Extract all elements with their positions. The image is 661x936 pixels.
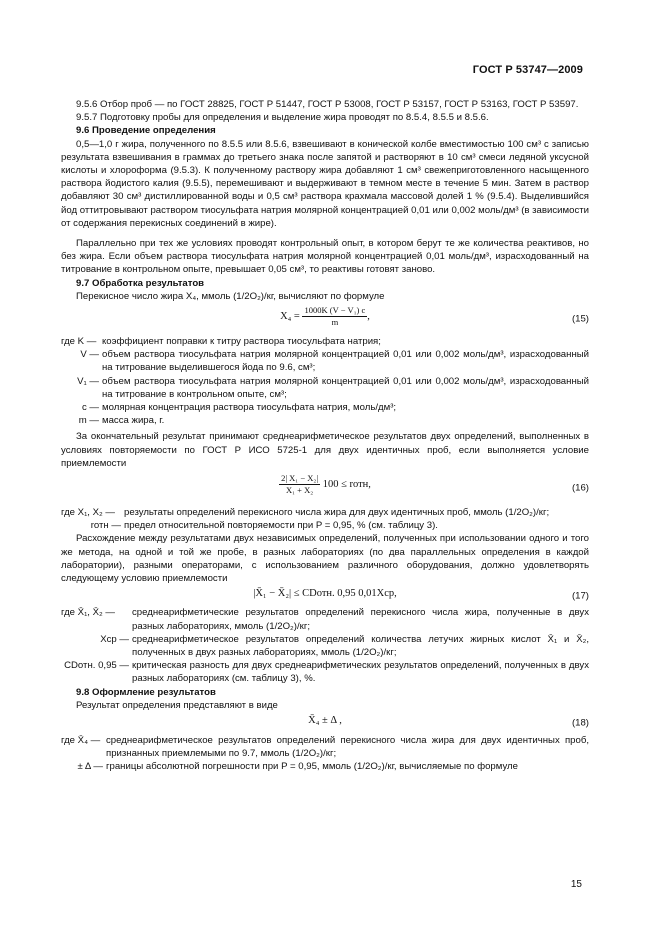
where-item: CDотн. 0,95 — критическая разность для двух среднеарифметических результатов определений, полученных в двух разных лабораториях (см. таблицу 3), %. <box>64 660 589 685</box>
para-9-7-intro: Перекисное число жира X₄, ммоль (1/2O₂)/кг, вычисляют по формуле <box>76 290 385 302</box>
where-item: где X̄₁, X̄₂ — среднеарифметические результатов определений перекисного числа жира, полученные в двух разных лабораториях, ммоль (1/2O₂)/кг; <box>61 607 589 632</box>
formula-15-tail: , <box>367 310 370 322</box>
para-9-8-intro: Результат определения представляют в виде <box>76 699 278 711</box>
formula-17-a: X̄₁ <box>255 588 267 600</box>
formula-16-denominator: X₁ + X₂ <box>285 485 314 496</box>
formula-17: |X̄₁ − X̄₂| ≤ CDотн. 0,95 0,01Xср, (17) <box>253 588 589 602</box>
standard-header: ГОСТ Р 53747—2009 <box>472 64 583 76</box>
para-9-5-6: 9.5.6 Отбор проб — по ГОСТ 28825, ГОСТ Р 51447, ГОСТ Р 53008, ГОСТ Р 53157, ГОСТ Р 53163, ГОСТ Р 53597. <box>76 99 579 110</box>
where-item: V — объем раствора тиосульфата натрия молярной концентрацией 0,01 или 0,002 моль/дм³, израсходованный на титрование выделившегося йода по 9.6, см³; <box>80 349 589 374</box>
para-9-7-final: За окончательный результат принимают среднеарифметическое результатов двух определений, выполненных в условиях повторяемости по ГОСТ Р ИСО 5725-1 для двух идентичных проб, если выполняется условие приемлемости <box>61 431 589 469</box>
where-item: Xср — среднеарифметическое результатов определений количества летучих жирных кислот X̄₁ и X̄₂, полученных в двух разных лабораториях, ммоль (1/2O₂)/кг; <box>100 633 589 658</box>
where-item: m — масса жира, г. <box>78 415 165 427</box>
formula-16 <box>61 473 589 503</box>
formula-15-fraction <box>302 305 367 328</box>
where-list-18 <box>61 734 589 774</box>
formula-16-tail: 100 ≤ rотн, <box>322 478 371 490</box>
para-9-6-control: Параллельно при тех же условиях проводят контрольный опыт, в котором берут те же количества реактивов, но без жира. Если объем раствора тиосульфата натрия молярной концентрацией 0,01 моль/дм³, израсходованный на титрование в контрольном опыте, превышает 0,05 см³, то реактивы готовят заново. <box>61 238 589 276</box>
heading-9-7: 9.7 Обработка результатов <box>76 277 205 289</box>
where-item: где K — коэффициент поправки к титру раствора тиосульфата натрия; <box>61 336 381 348</box>
formula-15 <box>61 305 589 333</box>
where-item: rотн — предел относительной повторяемости при P = 0,95, % (см. таблицу 3). <box>90 520 438 532</box>
body-text <box>61 98 589 774</box>
page-number: 15 <box>570 879 582 890</box>
formula-17-number: (17) <box>571 590 589 602</box>
where-item: c — молярная концентрация раствора тиосульфата натрия, моль/дм³; <box>81 402 397 414</box>
where-list-16 <box>61 506 589 532</box>
where-list-15 <box>61 335 589 427</box>
where-list-17 <box>61 606 589 685</box>
para-9-6-procedure: 0,5—1,0 г жира, полученного по 8.5.5 или 8.5.6, взвешивают в конической колбе вместимостью 100 см³ с записью результата взвешивания в граммах до третьего знака после запятой и растворяют в 10 см³ смеси ледяной уксусной кислоты и хлороформа (9.5.3). К полученному раствору жира добавляют 1 см³ свежеприготовленного насыщенного раствора йодистого калия (9.5.5), перемешивают и выдерживают в темном месте в течение 5 мин. Затем в раствор добавляют 30 см³ дистиллированной воды и 0,5 см³ раствора крахмала массовой долей 1 % (9.5.4). Выделившийся йод оттитровывают раствором тиосульфата натрия молярной концентрацией 0,01 или 0,002 моль/дм³ (в зависимости от содержания перекисных соединений в жире). <box>61 138 589 229</box>
where-item: где X₁, X₂ — результаты определений перекисного числа жира для двух идентичных проб, ммоль (1/2O₂)/кг; <box>61 507 550 519</box>
formula-17-b: X̄₂ <box>277 588 289 600</box>
heading-9-8: 9.8 Оформление результатов <box>76 686 216 698</box>
heading-9-6: 9.6 Проведение определения <box>76 125 216 137</box>
where-item: ± Δ — границы абсолютной погрешности при P = 0,95, ммоль (1/2O₂)/кг, вычисляемые по формуле <box>77 761 518 773</box>
where-item: V₁ — объем раствора тиосульфата натрия молярной концентрацией 0,01 или 0,002 моль/дм³, израсходованный на титрование в контрольном опыте, см³; <box>77 375 589 400</box>
formula-15-numerator: 1000K (V − V₁) c <box>304 305 366 316</box>
formula-16-numerator: 2| X₁ − X₂| <box>281 473 319 484</box>
formula-18-expr: X̄₄ ± Δ , <box>308 714 342 726</box>
para-9-7-reproducibility: Расхождение между результатами двух независимых определений, полученных при использовании одного и того же метода, на одной и той же пробе, в разных лабораториях (по два параллельных определения в каждой лаборатории), разными операторами, с использованием различного оборудования, должно удовлетворять следующему условию приемлемости <box>61 533 589 585</box>
formula-15-lhs: X₄ = <box>280 310 300 322</box>
formula-16-number: (16) <box>571 482 589 494</box>
where-item: где X̄₄ — среднеарифметическое результатов определений перекисного числа жира для двух идентичных проб, признанных приемлемыми по 9.7, ммоль (1/2O₂)/кг; <box>61 734 589 760</box>
formula-15-denominator: m <box>331 317 339 328</box>
formula-18 <box>61 714 589 732</box>
para-9-5-7: 9.5.7 Подготовку пробы для определения и выделение жира проводят по 8.5.4, 8.5.5 и 8.5.6. <box>76 112 489 124</box>
formula-17-tail: | ≤ CDотн. 0,95 0,01Xср, <box>289 588 397 600</box>
formula-15-number: (15) <box>571 313 589 325</box>
formula-16-fraction <box>279 473 320 496</box>
formula-18-number: (18) <box>571 717 589 729</box>
